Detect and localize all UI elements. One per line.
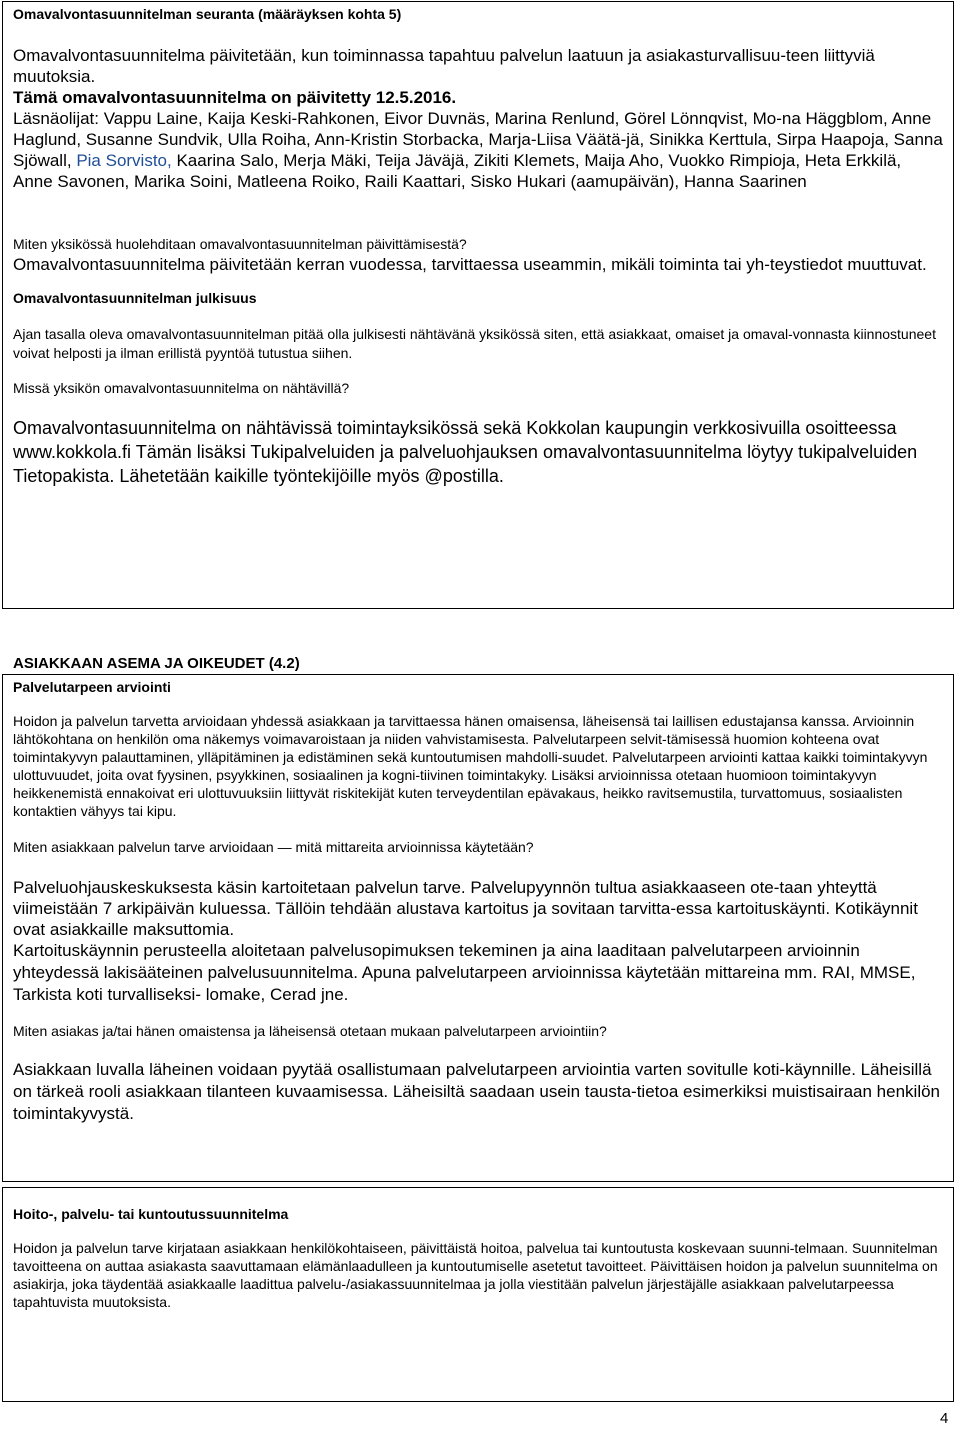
needs-assessment-section	[2, 674, 954, 1182]
attendees-list: Läsnäolijat: Vappu Laine, Kaija Keski-Rahkonen, Eivor Duvnäs, Marina Renlund, Görel Lönnqvist, Mo-na Häggblom, Anne Haglund, Susanne Sundvik, Ulla Roiha, Ann-Kristin Storbacka, Marja-Liisa Väätä-jä, Sinikka Kerttula, Sirpa Haapoja, Sanna Sjöwall,	[13, 109, 943, 170]
care-plan-heading: Hoito-, palvelu- tai kuntoutussuunnitelma	[13, 1206, 289, 1222]
attendee-highlight: Pia Sorvisto,	[76, 151, 172, 170]
update-text: Omavalvontasuunnitelma päivitetään, kun toiminnassa tapahtuu palvelun laatuun ja asiakasturvallisuu-teen liittyviä muutoksia.	[13, 46, 875, 86]
updated-line: Tämä omavalvontasuunnitelma on päivitetty 12.5.2016.	[13, 88, 457, 107]
assessment-answer-1: Palveluohjauskeskuksesta käsin kartoitetaan palvelun tarve. Palvelupyynnön tultua asiakkaaseen ote-taan yhteyttä viimeistään 7 arkipäivän kuluessa. Tällöin tehdään alustava kartoitus ja sovitaan tarvitta-essa kartoituskäynti. Kotikäynnit ovat asiakkaille maksuttomia.	[13, 878, 918, 939]
monitoring-heading: Omavalvontasuunnitelman seuranta (määräyksen kohta 5)	[13, 6, 402, 22]
client-rights-title: ASIAKKAAN ASEMA JA OIKEUDET (4.2)	[13, 655, 300, 672]
needs-assessment-heading: Palvelutarpeen arviointi	[13, 679, 171, 695]
relatives-answer: Asiakkaan luvalla läheinen voidaan pyytää osallistumaan palvelutarpeen arviointia varten sovitulle koti-käynnille. Läheisillä on tärkeä rooli asiakkaan tilanteen kuvaamisessa. Läheisiltä saadaan usein tausta-tietoa esimerkiksi muistisairaan henkilön toimintakyvystä.	[13, 1060, 941, 1123]
assessment-answer-2: Kartoituskäynnin perusteella aloitetaan palvelusopimuksen tekeminen ja aina laaditaan palvelutarpeen arvioinnin yhteydessä lakisääteinen palvelusuunnitelma. Apuna palvelutarpeen arvioinnissa käytetään mittareina mm. RAI, MMSE, Tarkista koti turvalliseksi- lomake, Cerad jne.	[13, 941, 916, 1004]
attendees-text	[13, 108, 943, 192]
attendees-list-rest: Kaarina Salo, Merja Mäki, Teija Jäväjä, Zikiti Klemets, Maija Aho, Vuokko Rimpioja, Heta Erkkilä, Anne Savonen, Marika Soini, Matleena Roiko, Raili Kaattari, Sisko Hukari (aamupäivän), Hanna Saarinen	[13, 151, 902, 191]
assessment-question: Miten asiakkaan palvelun tarve arvioidaan — mitä mittareita arvioinnissa käytetään?	[13, 839, 534, 855]
update-question: Miten yksikössä huolehditaan omavalvontasuunnitelman päivittämisestä?	[13, 236, 467, 252]
care-plan-text: Hoidon ja palvelun tarve kirjataan asiakkaan henkilökohtaiseen, päivittäistä hoitoa, palvelua tai kuntoutusta koskevaan suunni-telmaan. Suunnitelman tavoitteena on auttaa asiakasta saavuttamaan elämänlaadulleen ja kuntoutumiselle asetetut tavoitteet. Päivittäisen hoidon ja palvelun suunnitelma on asiakirja, joka täydentää asiakkaalle laadittua palvelu-/asiakassuunnitelmaa ja jolla viestitään palvelun järjestäjälle asiakkaan palvelutarpeessa tapahtuvista muutoksista.	[13, 1240, 938, 1310]
update-answer: Omavalvontasuunnitelma päivitetään kerran vuodessa, tarvittaessa useammin, mikäli toiminta tai yh-teystiedot muuttuvat.	[13, 255, 927, 274]
where-question: Missä yksikön omavalvontasuunnitelma on nähtävillä?	[13, 380, 350, 396]
publicity-heading: Omavalvontasuunnitelman julkisuus	[13, 290, 257, 306]
relatives-question: Miten asiakas ja/tai hänen omaistensa ja läheisensä otetaan mukaan palvelutarpeen arviointiin?	[13, 1023, 607, 1039]
publicity-text: Ajan tasalla oleva omavalvontasuunnitelman pitää olla julkisesti nähtävänä yksikössä siten, että asiakkaat, omaiset ja omaval-vonnasta kiinnostuneet voivat helposti ja ilman erillistä pyyntöä tutustua siihen.	[13, 326, 936, 361]
page-number: 4	[940, 1410, 949, 1427]
needs-assessment-intro: Hoidon ja palvelun tarvetta arvioidaan yhdessä asiakkaan ja tarvittaessa hänen omaisensa, läheisensä tai laillisen edustajansa kanssa. Arvioinnin lähtökohtana on henkilön oma näkemys voimavaroistaan ja niiden vahvistamisesta. Palvelutarpeen selvit-tämisessä huomion kohteena ovat toimintakyvyn palauttaminen, ylläpitäminen ja edistäminen sekä kuntoutumisen mahdolli-suudet. Palvelutarpeen arviointi kattaa kaikki toimintakyvyn ulottuvuudet, joita ovat fyysinen, psyykkinen, sosiaalinen ja kogni-tiivinen toimintakyky. Lisäksi arvioinnissa otetaan huomioon toimintakyvyn heikkenemistä ennakoivat eri ulottuvuuksiin liittyvät riskitekijät kuten terveydentilan epävakaus, heikko ravitsemustila, turvattomuus, sosiaalisten kontaktien vähyys tai kipu.	[13, 713, 928, 819]
monitoring-section	[2, 1, 954, 609]
care-plan-section	[2, 1187, 954, 1402]
where-answer: Omavalvontasuunnitelma on nähtävissä toimintayksikössä sekä Kokkolan kaupungin verkkosivuilla osoitteessa www.kokkola.fi Tämän lisäksi Tukipalveluiden ja palveluohjauksen omavalvontasuunnitelma löytyy tukipalveluiden Tietopakista. Lähetetään kaikille työntekijöille myös @postilla.	[13, 418, 918, 486]
